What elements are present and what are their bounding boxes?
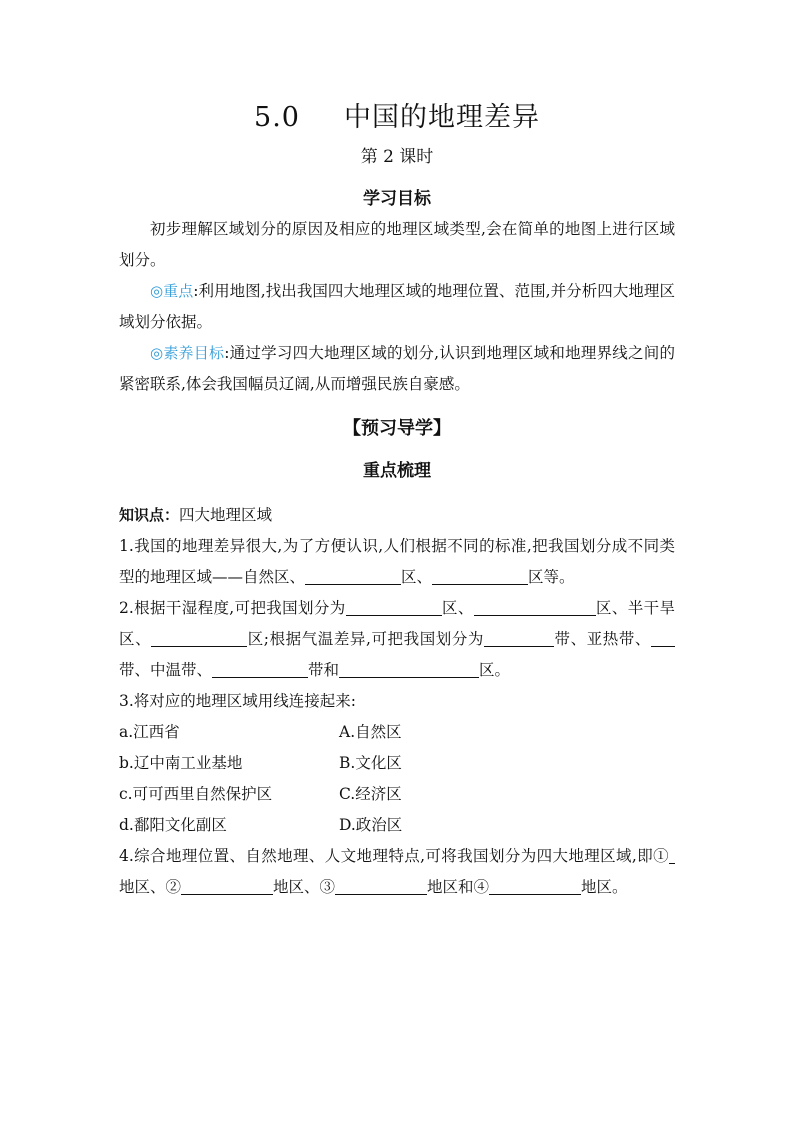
- match-left-item[interactable]: c.可可西里自然保护区: [119, 785, 273, 803]
- q4-text-2: 地区、②: [119, 878, 182, 896]
- match-right-item[interactable]: A.自然区: [339, 723, 402, 741]
- q2-text-2: 区、: [441, 599, 474, 617]
- page-title: [119, 96, 675, 140]
- q4-text-4: 地区和④: [427, 878, 490, 896]
- learning-goals-heading: 学习目标: [363, 189, 431, 209]
- q1-blank-2[interactable]: [432, 566, 528, 585]
- q2-blank-2[interactable]: [474, 597, 596, 616]
- q2-blank-6[interactable]: [212, 659, 308, 678]
- matching-row: [119, 748, 675, 779]
- q2-blank-7[interactable]: [339, 659, 479, 678]
- matching-row: [119, 810, 675, 841]
- q4-text-5: 地区。: [581, 878, 628, 896]
- q2-text-3: 区、半干旱区、: [119, 599, 675, 648]
- match-left-item[interactable]: d.鄱阳文化副区: [119, 816, 227, 834]
- key-point-paragraph: [119, 276, 675, 338]
- match-left-item[interactable]: a.江西省: [119, 723, 180, 741]
- q2-text-8: 区。: [479, 661, 511, 679]
- title-text: 中国的地理差异: [343, 102, 540, 133]
- title-number: 5.0: [254, 102, 300, 133]
- q4-text-3: 地区、③: [273, 878, 336, 896]
- q1-blank-1[interactable]: [305, 566, 401, 585]
- q2-text-5: 带、亚热带、: [553, 630, 651, 648]
- q2-text-1: 2.根据干湿程度,可把我国划分为: [119, 599, 346, 617]
- match-right-item[interactable]: C.经济区: [339, 785, 402, 803]
- key-point-label: ◎重点: [150, 282, 194, 300]
- matching-row: [119, 779, 675, 810]
- question-4: [119, 841, 675, 903]
- q2-text-6: 带、中温带、: [119, 661, 213, 679]
- lesson-subtitle: 第 2 课时: [360, 147, 434, 167]
- literacy-goal-text: :通过学习四大地理区域的划分,认识到地理区域和地理界线之间的紧密联系,体会我国幅员辽阔,从而增强民族自豪感。: [119, 344, 675, 393]
- matching-list: [119, 717, 675, 841]
- learning-goals-text: 初步理解区域划分的原因及相应的地理区域类型,会在简单的地图上进行区域划分。: [119, 220, 675, 269]
- q2-blank-5[interactable]: [651, 628, 675, 647]
- q1-text-1: 1.我国的地理差异很大,为了方便认识,人们根据不同的标准,把我国划分成不同类型的地理区域——自然区、: [119, 537, 675, 586]
- q1-text-2: 区、: [401, 568, 433, 586]
- knowledge-point-topic: 四大地理区域: [179, 506, 273, 524]
- matching-row: [119, 717, 675, 748]
- key-point-text: :利用地图,找出我国四大地理区域的地理位置、范围,并分析四大地理区域划分依据。: [119, 282, 675, 331]
- q2-blank-1[interactable]: [346, 597, 442, 616]
- question-2: [119, 593, 675, 686]
- q2-blank-3[interactable]: [151, 628, 247, 647]
- match-left-item[interactable]: b.辽中南工业基地: [119, 754, 243, 772]
- literacy-goal-label: ◎素养目标: [150, 344, 225, 362]
- knowledge-point-label: 知识点：: [119, 506, 180, 524]
- match-right-item[interactable]: D.政治区: [339, 816, 403, 834]
- preview-heading: 【预习导学】: [343, 418, 451, 439]
- question-1: [119, 531, 675, 593]
- q4-blank-3[interactable]: [335, 876, 427, 895]
- question-3-intro: 3.将对应的地理区域用线连接起来:: [119, 692, 357, 710]
- match-right-item[interactable]: B.文化区: [339, 754, 402, 772]
- q2-blank-4[interactable]: [484, 628, 554, 647]
- literacy-goal-paragraph: [119, 338, 675, 400]
- q4-blank-1[interactable]: [669, 845, 675, 864]
- q4-blank-4[interactable]: [489, 876, 581, 895]
- q4-blank-2[interactable]: [181, 876, 273, 895]
- worksheet-page: [119, 96, 675, 903]
- key-review-heading: 重点梳理: [363, 461, 431, 481]
- q2-text-4: 区;根据气温差异,可把我国划分为: [247, 630, 484, 648]
- q4-text-1: 4.综合地理位置、自然地理、人文地理特点,可将我国划分为四大地理区域,即①: [119, 847, 669, 865]
- q2-text-7: 带和: [308, 661, 340, 679]
- q1-text-3: 区等。: [528, 568, 575, 586]
- knowledge-point-row: [119, 500, 675, 531]
